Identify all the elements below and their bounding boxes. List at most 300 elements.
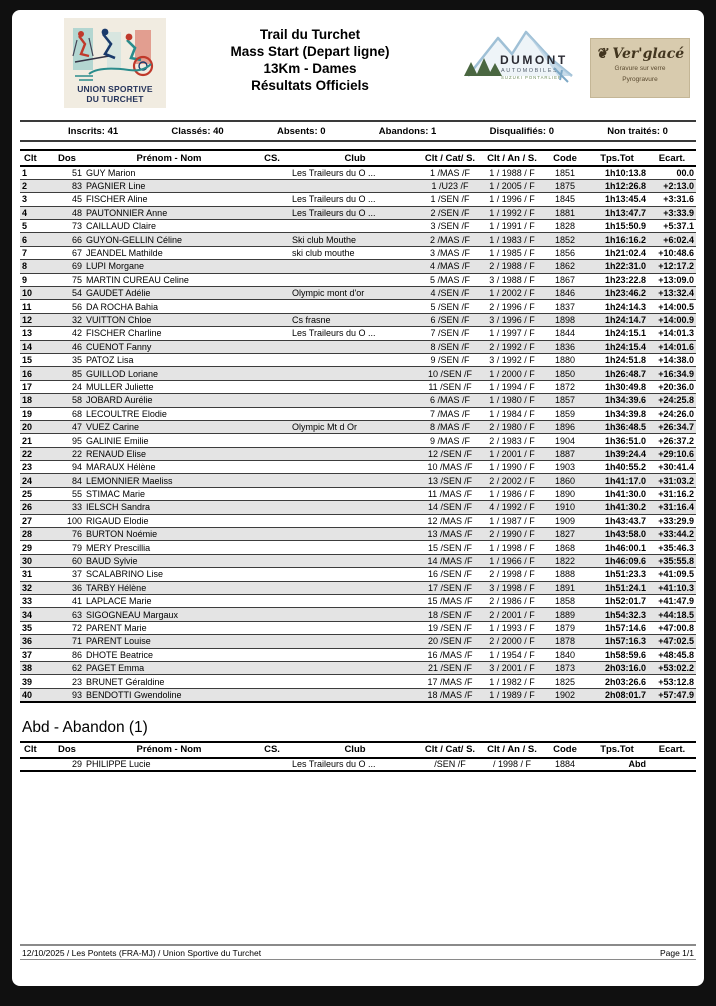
cell-ecart: +33:44.2 [648,528,696,541]
cell-tps: 1h13:47.7 [586,206,648,219]
table-row [20,380,696,393]
cell-name: MULLER Juliette [84,380,254,393]
dumont-logo [454,24,582,94]
table-row [20,179,696,192]
cell-code: 1827 [544,528,586,541]
cell-code: 1828 [544,220,586,233]
cell-dos: 24 [50,380,84,393]
cell-cat: 4 /SEN /F [420,287,480,300]
cell-clt: 29 [20,541,50,554]
cell-cs [254,758,290,771]
cell-code: 1898 [544,313,586,326]
cell-club [290,434,420,447]
cell-club [290,407,420,420]
cell-cat: 20 /SEN /F [420,635,480,648]
club-logo-text [77,84,153,104]
cell-ecart: +41:47.9 [648,595,696,608]
cell-ecart: +31:16.4 [648,501,696,514]
cell-cs [254,367,290,380]
table-row [20,661,696,674]
cell-dos: 23 [50,675,84,688]
cell-cs [254,648,290,661]
header-cs: CS. [254,742,290,758]
cell-an: 1 / 1985 / F [480,246,544,259]
cell-an: 2 / 1980 / F [480,420,544,433]
cell-name: PATOZ Lisa [84,353,254,366]
cell-clt: 2 [20,179,50,192]
cell-code: 1857 [544,394,586,407]
cell-code: 1840 [544,648,586,661]
header-tps: Tps.Tot [586,150,648,166]
cell-clt: 35 [20,621,50,634]
cell-code: 1878 [544,635,586,648]
cell-name: LEMONNIER Maeliss [84,474,254,487]
table-row [20,206,696,219]
cell-cat: 4 /MAS /F [420,260,480,273]
verglace-logo [590,38,690,98]
cell-cat: 16 /SEN /F [420,568,480,581]
cell-ecart: +44:18.5 [648,608,696,621]
cell-name: GUY Marion [84,166,254,179]
stat-abandons: Abandons: 1 [378,125,437,137]
cell-club [290,514,420,527]
cell-ecart: +35:46.3 [648,541,696,554]
cell-cat: 12 /SEN /F [420,447,480,460]
cell-clt: 40 [20,688,50,701]
cell-ecart: +26:34.7 [648,420,696,433]
cell-code: 1862 [544,260,586,273]
cell-ecart: +53:02.2 [648,661,696,674]
cell-an: 1 / 1966 / F [480,554,544,567]
cell-club [290,648,420,661]
cell-dos: 72 [50,621,84,634]
table-row [20,541,696,554]
table-row [20,434,696,447]
cell-tps: 1h46:09.6 [586,554,648,567]
cell-cat: 13 /MAS /F [420,528,480,541]
cell-name: FISCHER Charline [84,327,254,340]
cell-clt: 15 [20,353,50,366]
cell-club [290,367,420,380]
abandon-header-row [20,742,696,758]
cell-tps: 1h43:58.0 [586,528,648,541]
cell-dos: 95 [50,434,84,447]
title-line-2: Mass Start (Depart ligne) [230,44,390,59]
cell-code: 1890 [544,487,586,500]
cell-tps: 1h22:31.0 [586,260,648,273]
cell-name: BENDOTTI Gwendoline [84,688,254,701]
table-row [20,394,696,407]
verglace-sub1: Gravure sur verre [614,65,666,72]
cell-cs [254,300,290,313]
cell-cat: 18 /MAS /F [420,688,480,701]
cell-cs [254,340,290,353]
cell-cs [254,260,290,273]
cell-dos: 48 [50,206,84,219]
cell-cat: 15 /MAS /F [420,595,480,608]
cell-name: GAUDET Adélie [84,287,254,300]
cell-club [290,501,420,514]
cell-code: 1844 [544,327,586,340]
cell-an: 1 / 1998 / F [480,541,544,554]
cell-code: 1850 [544,367,586,380]
cell-cat: 21 /SEN /F [420,661,480,674]
cell-clt: 33 [20,595,50,608]
header-cat: Clt / Cat/ S. [420,742,480,758]
cell-clt: 16 [20,367,50,380]
cell-an: 1 / 2002 / F [480,287,544,300]
cell-club [290,675,420,688]
cell-dos: 36 [50,581,84,594]
cell-club: Les Traileurs du O ... [290,166,420,179]
header-ecart: Ecart. [648,742,696,758]
cell-code: 1872 [544,380,586,393]
cell-name: JEANDEL Mathilde [84,246,254,259]
table-row [20,608,696,621]
cell-tps: 1h43:43.7 [586,514,648,527]
table-row [20,675,696,688]
cell-cs [254,327,290,340]
cell-tps: 1h36:48.5 [586,420,648,433]
cell-tps: 1h46:00.1 [586,541,648,554]
cell-ecart: +3:31.6 [648,193,696,206]
cell-name: DA ROCHA Bahia [84,300,254,313]
cell-cat: 9 /MAS /F [420,434,480,447]
cell-dos: 32 [50,313,84,326]
cell-name: STIMAC Marie [84,487,254,500]
cell-club [290,340,420,353]
athletes-icon [69,26,161,84]
cell-dos: 46 [50,340,84,353]
cell-cat: 5 /SEN /F [420,300,480,313]
cell-dos: 62 [50,661,84,674]
cell-cat: 18 /SEN /F [420,608,480,621]
cell-tps: 1h10:13.8 [586,166,648,179]
cell-club: ski club mouthe [290,246,420,259]
verglace-sub2: Pyrogravure [622,76,658,83]
cell-name: PARENT Marie [84,621,254,634]
cell-dos: 37 [50,568,84,581]
cell-code: 1836 [544,340,586,353]
cell-an: 2 / 1992 / F [480,340,544,353]
cell-club [290,394,420,407]
cell-code: 1884 [544,758,586,771]
stat-disqualifies: Disqualifiés: 0 [489,125,554,137]
cell-code: 1881 [544,206,586,219]
header-clt: Clt [20,150,50,166]
cell-cs [254,514,290,527]
cell-dos: 66 [50,233,84,246]
cell-club [290,554,420,567]
cell-cs [254,273,290,286]
cell-an: 1 / 1991 / F [480,220,544,233]
cell-club [290,487,420,500]
table-row [20,461,696,474]
cell-dos: 45 [50,193,84,206]
stat-absents: Absents: 0 [276,125,326,137]
cell-clt: 20 [20,420,50,433]
cell-name: RIGAUD Elodie [84,514,254,527]
club-logo-line1: UNION SPORTIVE [77,84,153,94]
cell-clt: 37 [20,648,50,661]
cell-cs [254,621,290,634]
header-club: Club [290,742,420,758]
cell-ecart: +53:12.8 [648,675,696,688]
cell-code: 1856 [544,246,586,259]
cell-ecart [648,758,696,771]
cell-clt: 14 [20,340,50,353]
cell-cat: 17 /SEN /F [420,581,480,594]
cell-cat: 17 /MAS /F [420,675,480,688]
header-tps: Tps.Tot [586,742,648,758]
cell-an: 2 / 1990 / F [480,528,544,541]
cell-an: 2 / 1988 / F [480,260,544,273]
cell-clt: 5 [20,220,50,233]
header-an: Clt / An / S. [480,742,544,758]
cell-name: BAUD Sylvie [84,554,254,567]
cell-cs [254,193,290,206]
cell-an: 1 / 2005 / F [480,179,544,192]
cell-cs [254,581,290,594]
cell-code: 1879 [544,621,586,634]
cell-cat: 7 /SEN /F [420,327,480,340]
cell-an: 1 / 2001 / F [480,447,544,460]
table-row [20,260,696,273]
cell-code: 1888 [544,568,586,581]
cell-cs [254,353,290,366]
title-line-1: Trail du Turchet [259,27,361,42]
cell-cs [254,394,290,407]
cell-name: LAPLACE Marie [84,595,254,608]
cell-clt: 32 [20,581,50,594]
cell-club: Les Traileurs du O ... [290,193,420,206]
cell-an: 1 / 1993 / F [480,621,544,634]
table-row [20,420,696,433]
cell-cat: 16 /MAS /F [420,648,480,661]
table-row [20,758,696,771]
cell-ecart: +16:34.9 [648,367,696,380]
cell-cs [254,661,290,674]
cell-cat: 12 /MAS /F [420,514,480,527]
cell-name: PARENT Louise [84,635,254,648]
abandon-heading: Abd - Abandon (1) [22,718,148,736]
cell-name: PAGNIER Line [84,179,254,192]
cell-ecart: +57:47.9 [648,688,696,701]
stat-non-traites: Non traités: 0 [607,125,668,137]
cell-dos: 94 [50,461,84,474]
cell-ecart: +14:38.0 [648,353,696,366]
cell-dos: 73 [50,220,84,233]
svg-text:SUZUKI PONTARLIER: SUZUKI PONTARLIER [501,75,563,80]
results-header-row [20,150,696,166]
cell-club [290,179,420,192]
cell-clt: 4 [20,206,50,219]
cell-clt: 25 [20,487,50,500]
cell-cat: 6 /MAS /F [420,394,480,407]
cell-code: 1852 [544,233,586,246]
cell-club: Les Traileurs du O ... [290,327,420,340]
cell-tps: 2h03:16.0 [586,661,648,674]
cell-tps: 1h58:59.6 [586,648,648,661]
cell-ecart: +14:00.5 [648,300,696,313]
cell-clt: 26 [20,501,50,514]
cell-code: 1860 [544,474,586,487]
stat-inscrits: Inscrits: 41 [68,125,119,137]
cell-an: 3 / 1998 / F [480,581,544,594]
cell-name: LUPI Morgane [84,260,254,273]
title-line-4: Résultats Officiels [251,78,369,93]
cell-clt: 36 [20,635,50,648]
cell-cs [254,420,290,433]
results-page [12,10,704,986]
cell-dos: 67 [50,246,84,259]
cell-club [290,688,420,701]
cell-cs [254,554,290,567]
cell-code: 1873 [544,661,586,674]
cell-clt: 7 [20,246,50,259]
cell-tps: 1h57:14.6 [586,621,648,634]
cell-cs [254,608,290,621]
table-row [20,300,696,313]
cell-cs [254,635,290,648]
cell-cs [254,688,290,701]
results-body [20,166,696,702]
cell-ecart: +24:25.8 [648,394,696,407]
cell-code: 1880 [544,353,586,366]
cell-cs [254,595,290,608]
cell-clt: 9 [20,273,50,286]
cell-dos: 33 [50,501,84,514]
cell-tps: 1h52:01.7 [586,595,648,608]
cell-cs [254,541,290,554]
cell-ecart: +14:01.3 [648,327,696,340]
table-row [20,340,696,353]
cell-dos: 68 [50,407,84,420]
cell-cat: 19 /SEN /F [420,621,480,634]
cell-tps: 1h57:16.3 [586,635,648,648]
cell-clt: 8 [20,260,50,273]
cell-an: 1 / 1954 / F [480,648,544,661]
cell-dos: 22 [50,447,84,460]
cell-an: 1 / 1986 / F [480,487,544,500]
table-row [20,621,696,634]
table-row [20,554,696,567]
cell-cat: 14 /SEN /F [420,501,480,514]
cell-ecart: +2:13.0 [648,179,696,192]
cell-clt: 12 [20,313,50,326]
cell-clt: 21 [20,434,50,447]
cell-ecart: +13:09.0 [648,273,696,286]
cell-code: 1887 [544,447,586,460]
cell-code: 1837 [544,300,586,313]
table-row [20,635,696,648]
table-row [20,487,696,500]
cell-name: RENAUD Elise [84,447,254,460]
cell-ecart: +47:02.5 [648,635,696,648]
cell-clt: 39 [20,675,50,688]
cell-an: 1 / 1989 / F [480,688,544,701]
cell-cat: 8 /SEN /F [420,340,480,353]
cell-an: 3 / 2001 / F [480,661,544,674]
header-dos: Dos [50,150,84,166]
cell-tps: 1h24:51.8 [586,353,648,366]
cell-club [290,568,420,581]
cell-tps: 1h24:15.1 [586,327,648,340]
cell-dos: 69 [50,260,84,273]
cell-name: GUILLOD Loriane [84,367,254,380]
cell-an: 1 / 1983 / F [480,233,544,246]
cell-name: LECOULTRE Elodie [84,407,254,420]
cell-club [290,273,420,286]
cell-cat: 3 /MAS /F [420,246,480,259]
cell-ecart: +20:36.0 [648,380,696,393]
cell-name: CUENOT Fanny [84,340,254,353]
header-code: Code [544,150,586,166]
table-row [20,287,696,300]
cell-clt: 1 [20,166,50,179]
cell-code: 1851 [544,166,586,179]
cell-clt: 3 [20,193,50,206]
verglace-name: ❦ Ver'glacé [595,46,685,62]
cell-club: Olympic Mt d Or [290,420,420,433]
cell-name: MERY Prescillia [84,541,254,554]
cell-an: 1 / 1990 / F [480,461,544,474]
cell-an: 1 / 1987 / F [480,514,544,527]
cell-code: 1845 [544,193,586,206]
cell-cs [254,447,290,460]
cell-club: Les Traileurs du O ... [290,758,420,771]
table-row [20,595,696,608]
cell-ecart: +31:16.2 [648,487,696,500]
cell-an: 1 / 1996 / F [480,193,544,206]
page-header [20,18,696,114]
cell-cs [254,675,290,688]
title-line-3: 13Km - Dames [263,61,357,76]
cell-an: 2 / 1996 / F [480,300,544,313]
cell-cat: 6 /SEN /F [420,313,480,326]
cell-ecart: +26:37.2 [648,434,696,447]
cell-ecart: +47:00.8 [648,621,696,634]
cell-tps: 1h26:48.7 [586,367,648,380]
cell-dos: 84 [50,474,84,487]
cell-cs [254,206,290,219]
cell-club: Olympic mont d'or [290,287,420,300]
cell-an: 1 / 1982 / F [480,675,544,688]
cell-code: 1891 [544,581,586,594]
cell-tps: 1h12:26.8 [586,179,648,192]
cell-cat: 7 /MAS /F [420,407,480,420]
table-row [20,514,696,527]
cell-an: 2 / 1986 / F [480,595,544,608]
table-row [20,367,696,380]
cell-cat: 10 /MAS /F [420,461,480,474]
cell-tps: Abd [586,758,648,771]
table-row [20,581,696,594]
cell-dos: 83 [50,179,84,192]
cell-club [290,608,420,621]
table-row [20,166,696,179]
cell-code: 1896 [544,420,586,433]
results-table [20,149,696,703]
cell-dos: 100 [50,514,84,527]
cell-code: 1904 [544,434,586,447]
cell-tps: 1h23:22.8 [586,273,648,286]
cell-code: 1846 [544,287,586,300]
cell-dos: 85 [50,367,84,380]
cell-cs [254,434,290,447]
cell-club [290,595,420,608]
table-row [20,220,696,233]
